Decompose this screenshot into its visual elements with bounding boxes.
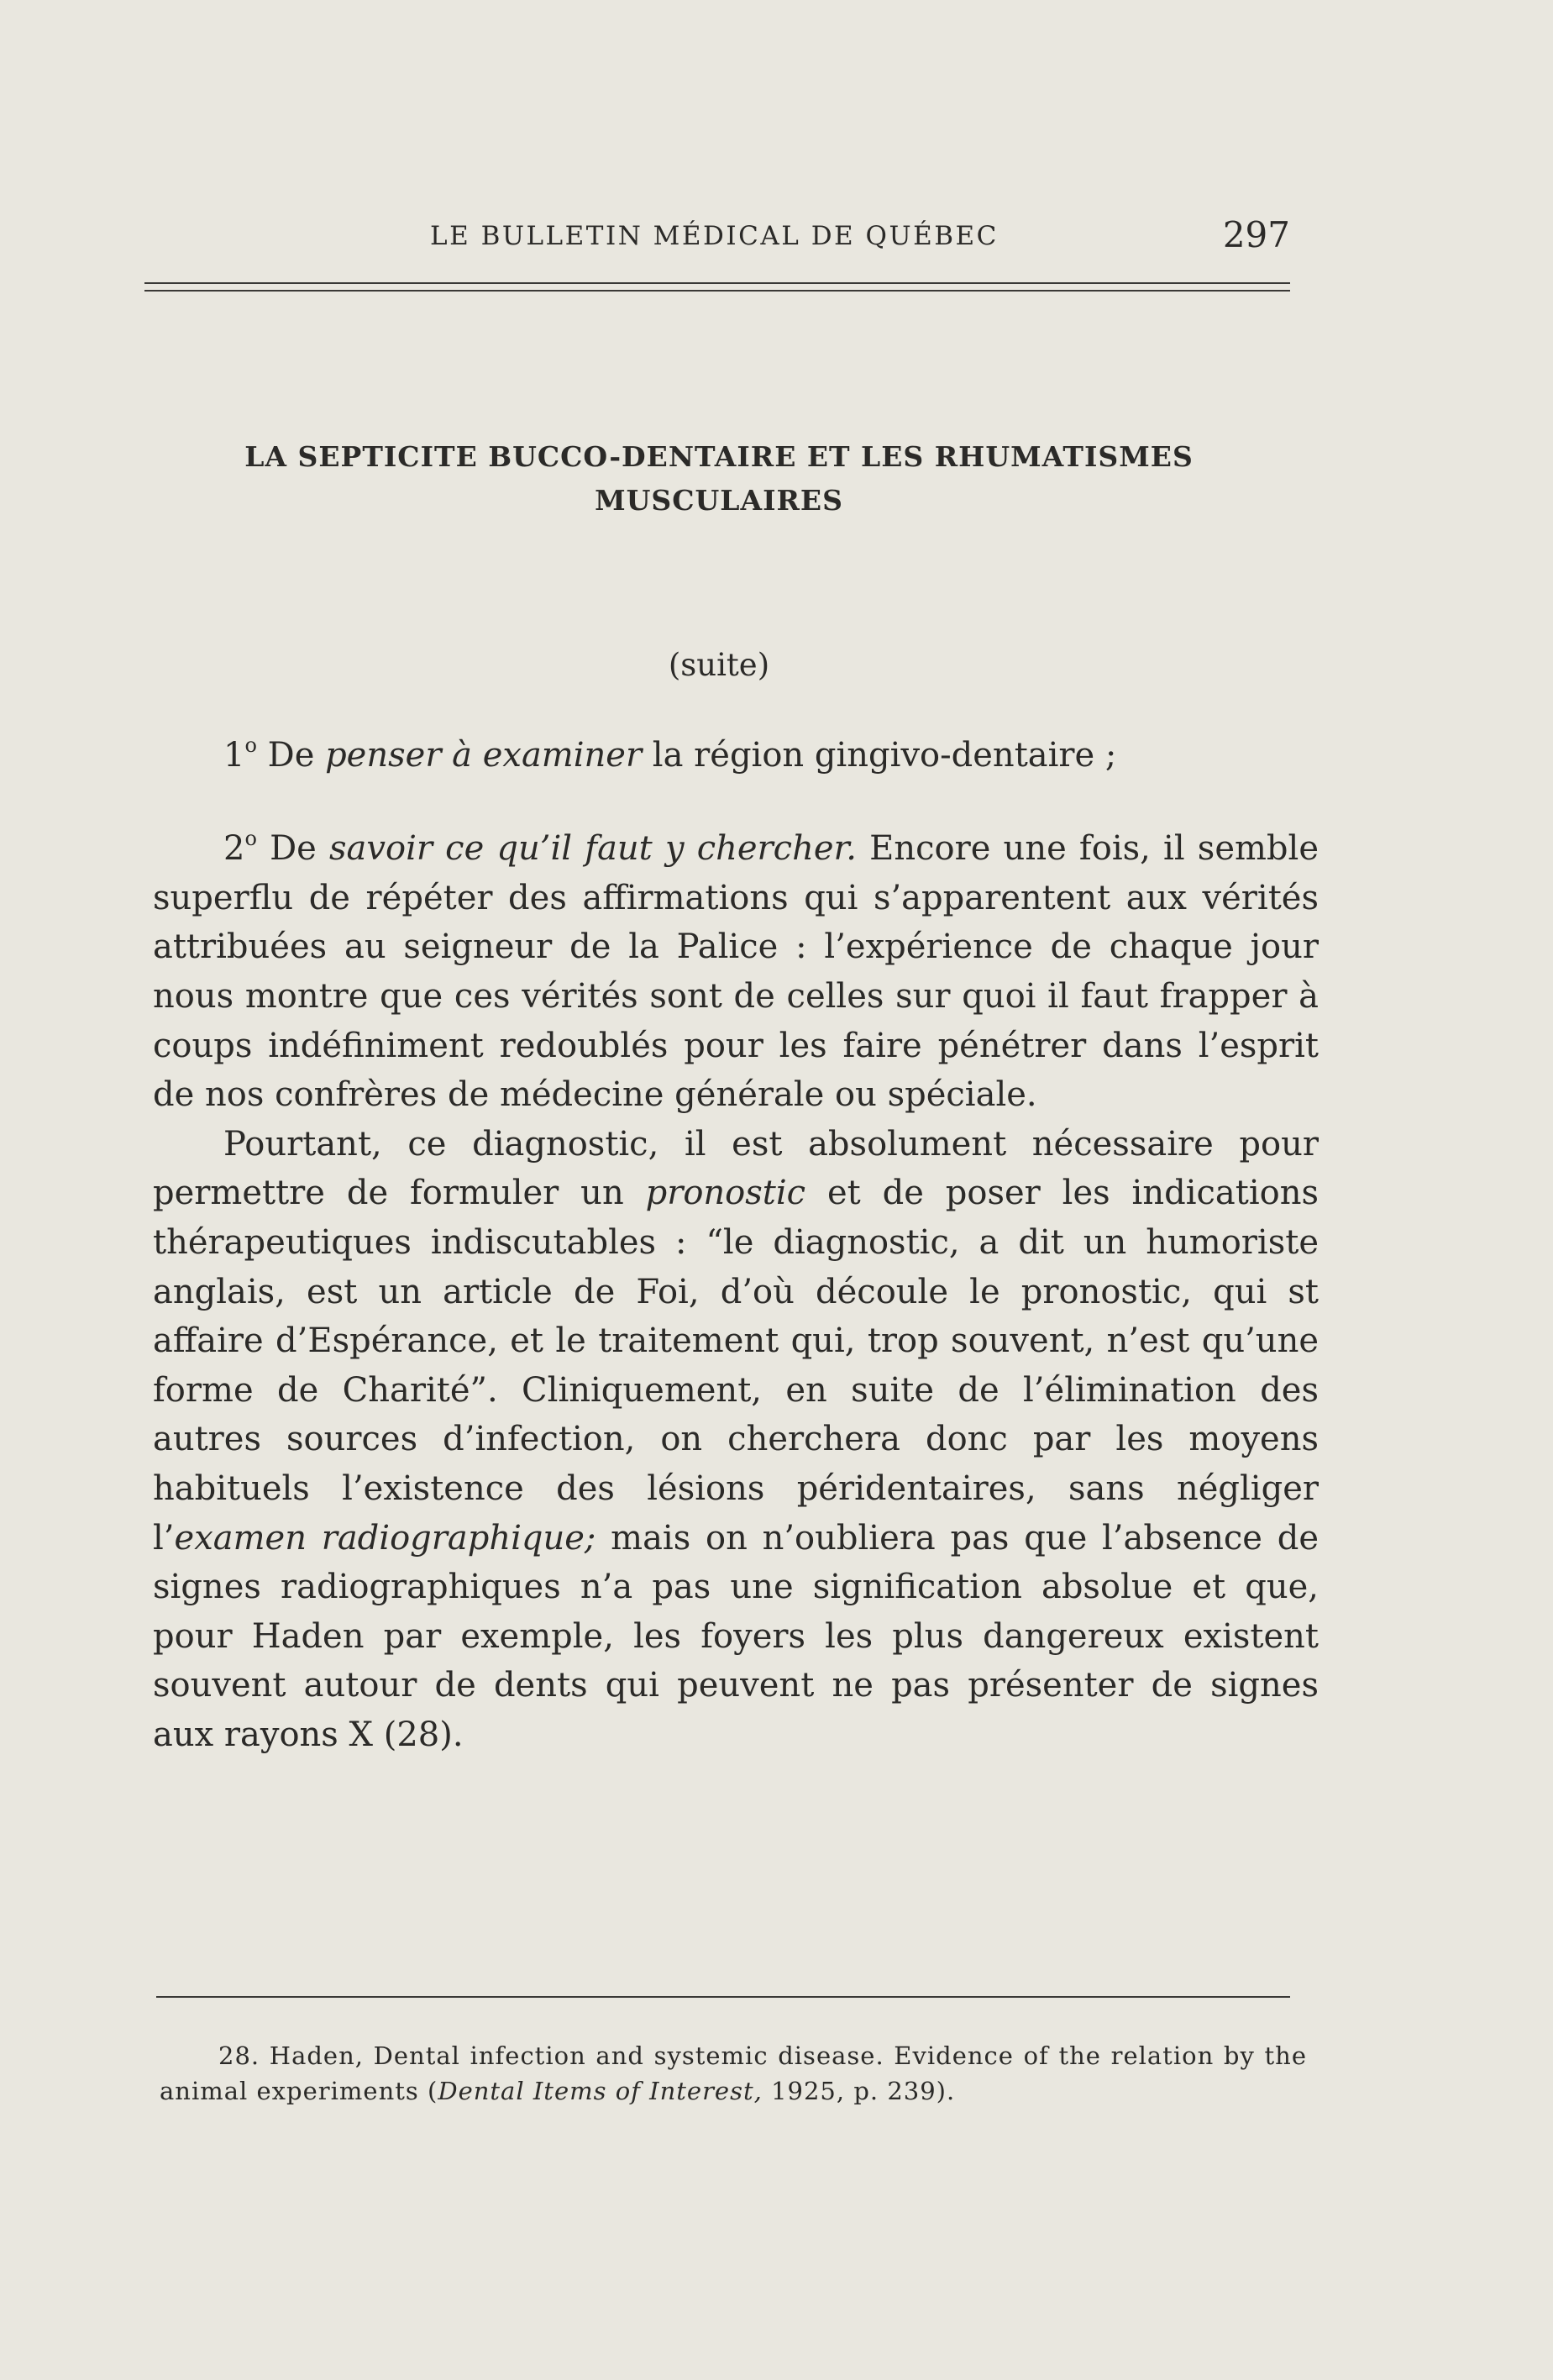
article-title bbox=[148, 435, 1290, 523]
emphasis: penser à examiner bbox=[325, 735, 643, 775]
article-title-line-2: MUSCULAIRES bbox=[595, 484, 843, 517]
emphasis: examen radiographique; bbox=[174, 1518, 596, 1558]
running-title: LE BULLETIN MÉDICAL DE QUÉBEC bbox=[430, 221, 999, 251]
footnote-journal-title: Dental Items of Interest, bbox=[438, 2077, 763, 2105]
paragraph-3: Pourtant, ce diagnostic, il est absolument nécessaire pour permettre de formuler un pronostic et de poser les indications thérapeutiques indiscutables : “le diagnostic, a dit un humoriste anglais, est un article de Foi, d’où découle le pronostic, qui st affaire d’Espérance, et le traitement qui, trop souvent, n’est qu’une forme de Charité”. Cliniquement, en suite de l’élimination des autres sources d’infection, on cherchera donc par les moyens habituels l’existence des lésions péridentaires, sans négliger l’examen radiographique; mais on n’oubliera pas que l’absence de signes radiographiques n’a pas une signification absolue et que, pour Haden par exemple, les foyers les plus dangereux existent souvent autour de dents qui peuvent ne pas présenter de signes aux rayons X (28). bbox=[153, 1124, 1320, 1754]
paragraph-item-1: 1$^o$ De penser à examiner la région gingivo-dentaire ; bbox=[223, 733, 1117, 775]
item-number: 2 bbox=[223, 829, 245, 869]
emphasis: savoir ce qu’il faut y chercher. bbox=[329, 829, 857, 869]
ordinal-superscript: o bbox=[244, 733, 257, 757]
emphasis: pronostic bbox=[645, 1174, 806, 1213]
footnote-rule bbox=[156, 1996, 1290, 1998]
page-header bbox=[148, 214, 1290, 265]
footnote: 28. Haden, Dental infection and systemic disease. Evidence of the relation by the animal experiments (Dental Items of Interest, 1925, p. 239). bbox=[160, 2041, 1307, 2105]
item-number: 1 bbox=[223, 735, 245, 775]
paragraph-item-2: 2$^o$ De savoir ce qu’il faut y chercher. Encore une fois, il semble superflu de répéter des affirmations qui s’apparentent aux vérités attribuées au seigneur de la Palice : l’expérience de chaque jour nous montre que ces vérités sont de celles sur quoi il faut frapper à coups indéfiniment redoublés pour les faire pénétrer dans l’esprit de nos confrères de médecine générale ou spéciale. bbox=[153, 827, 1319, 1115]
article-title-line-1: LA SEPTICITE BUCCO-DENTAIRE ET LES RHUMATISMES bbox=[244, 440, 1194, 473]
ordinal-superscript: o bbox=[244, 827, 257, 851]
article-body bbox=[153, 721, 1319, 1759]
article-subtitle: (suite) bbox=[668, 647, 770, 683]
page-number: 297 bbox=[1222, 214, 1290, 255]
header-double-rule bbox=[144, 282, 1290, 292]
